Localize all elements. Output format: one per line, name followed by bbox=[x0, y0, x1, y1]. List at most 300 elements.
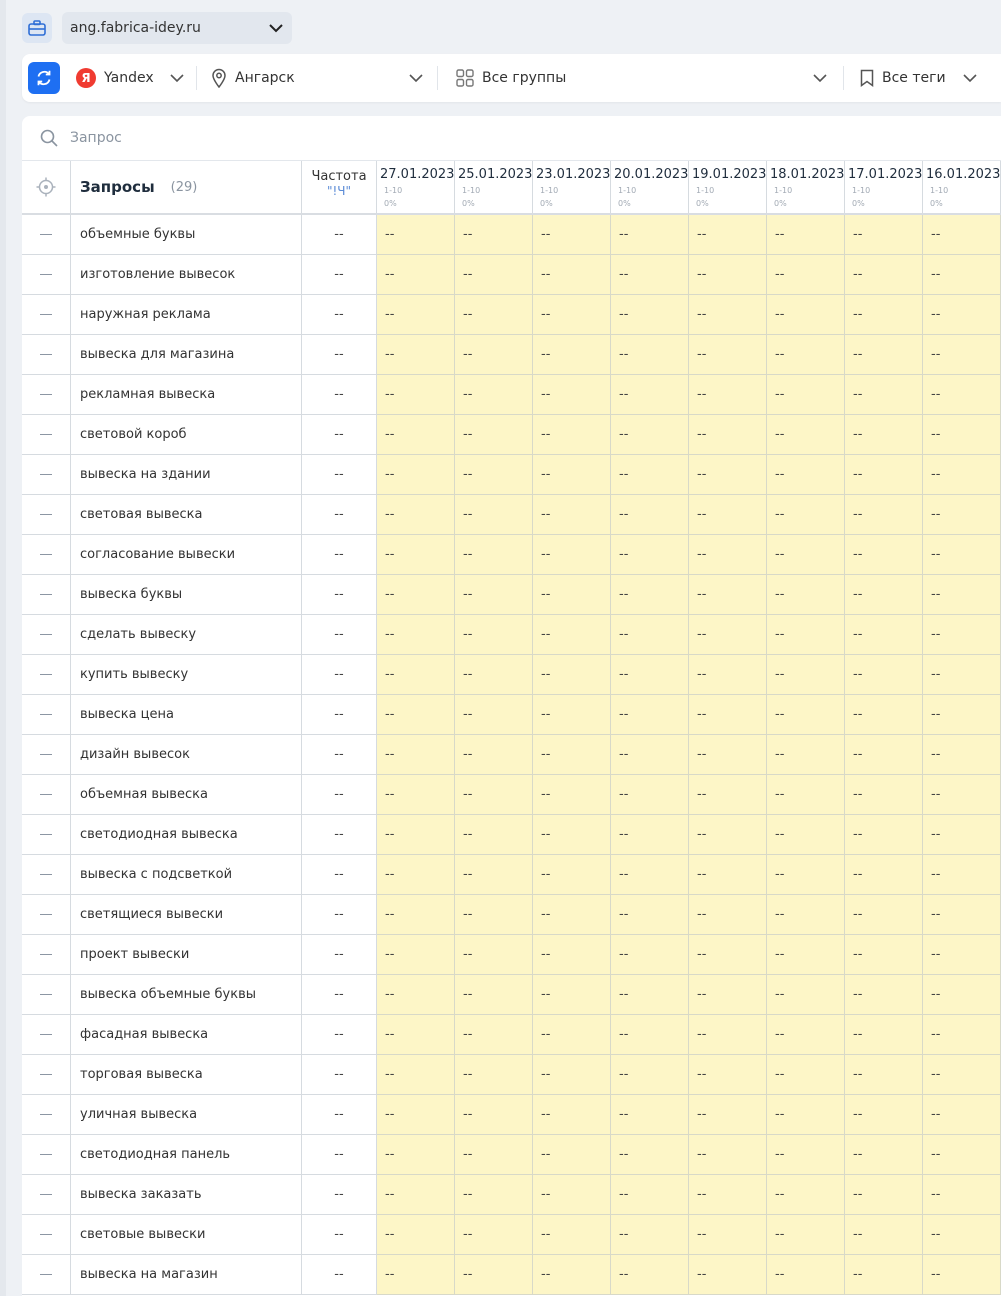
position-cell: -- bbox=[377, 1255, 455, 1295]
position-cell: -- bbox=[767, 1015, 845, 1055]
refresh-button[interactable] bbox=[28, 62, 60, 94]
position-cell: -- bbox=[533, 1255, 611, 1295]
row-status-cell bbox=[22, 815, 71, 855]
frequency-header-title: Частота bbox=[311, 169, 367, 184]
position-cell: -- bbox=[455, 215, 533, 255]
position-cell: -- bbox=[377, 815, 455, 855]
position-cell: -- bbox=[455, 975, 533, 1015]
query-cell[interactable]: светодиодная панель bbox=[71, 1135, 302, 1175]
position-cell: -- bbox=[533, 375, 611, 415]
chevron-down-icon bbox=[409, 74, 423, 83]
position-cell: -- bbox=[533, 575, 611, 615]
tags-select[interactable] bbox=[844, 54, 981, 102]
position-cell: -- bbox=[923, 215, 1001, 255]
query-cell[interactable]: дизайн вывесок bbox=[71, 735, 302, 775]
position-cell: -- bbox=[611, 495, 689, 535]
frequency-cell: -- bbox=[302, 815, 377, 855]
position-cell: -- bbox=[689, 815, 767, 855]
position-cell: -- bbox=[455, 375, 533, 415]
table-row bbox=[22, 255, 1001, 295]
position-cell: -- bbox=[923, 335, 1001, 375]
dash-icon bbox=[40, 1074, 52, 1075]
query-cell[interactable]: объемная вывеска bbox=[71, 775, 302, 815]
table-row bbox=[22, 495, 1001, 535]
date-column-header[interactable] bbox=[845, 161, 923, 213]
position-cell: -- bbox=[455, 1015, 533, 1055]
date-column-header[interactable] bbox=[533, 161, 611, 213]
position-cell: -- bbox=[845, 415, 923, 455]
dash-icon bbox=[40, 1234, 52, 1235]
briefcase-icon[interactable] bbox=[22, 13, 52, 43]
position-cell: -- bbox=[611, 935, 689, 975]
position-cell: -- bbox=[455, 775, 533, 815]
query-cell[interactable]: уличная вывеска bbox=[71, 1095, 302, 1135]
position-cell: -- bbox=[845, 1175, 923, 1215]
position-cell: -- bbox=[845, 655, 923, 695]
position-cell: -- bbox=[377, 295, 455, 335]
query-cell[interactable]: купить вывеску bbox=[71, 655, 302, 695]
row-status-cell bbox=[22, 375, 71, 415]
query-cell[interactable]: светящиеся вывески bbox=[71, 895, 302, 935]
date-percent-label: 0% bbox=[852, 199, 865, 208]
query-cell[interactable]: изготовление вывесок bbox=[71, 255, 302, 295]
dash-icon bbox=[40, 514, 52, 515]
table-row bbox=[22, 1015, 1001, 1055]
position-cell: -- bbox=[533, 335, 611, 375]
dash-icon bbox=[40, 994, 52, 995]
position-cell: -- bbox=[533, 255, 611, 295]
row-status-cell bbox=[22, 1255, 71, 1295]
position-cell: -- bbox=[377, 935, 455, 975]
date-percent-label: 0% bbox=[930, 199, 943, 208]
table-row bbox=[22, 415, 1001, 455]
position-cell: -- bbox=[611, 775, 689, 815]
dash-icon bbox=[40, 1114, 52, 1115]
dash-icon bbox=[40, 1194, 52, 1195]
position-cell: -- bbox=[767, 215, 845, 255]
position-cell: -- bbox=[923, 455, 1001, 495]
query-cell[interactable]: наружная реклама bbox=[71, 295, 302, 335]
query-cell[interactable]: вывеска для магазина bbox=[71, 335, 302, 375]
position-cell: -- bbox=[767, 415, 845, 455]
dash-icon bbox=[40, 794, 52, 795]
dash-icon bbox=[40, 634, 52, 635]
table-row bbox=[22, 935, 1001, 975]
date-label: 20.01.2023 bbox=[614, 167, 689, 182]
queries-header[interactable] bbox=[71, 161, 302, 213]
query-cell[interactable]: проект вывески bbox=[71, 935, 302, 975]
query-cell[interactable]: световой короб bbox=[71, 415, 302, 455]
position-cell: -- bbox=[923, 535, 1001, 575]
dash-icon bbox=[40, 554, 52, 555]
site-select[interactable] bbox=[62, 12, 292, 44]
position-cell: -- bbox=[611, 855, 689, 895]
table-row bbox=[22, 1255, 1001, 1295]
position-cell: -- bbox=[377, 1215, 455, 1255]
frequency-cell: -- bbox=[302, 335, 377, 375]
row-status-cell bbox=[22, 1215, 71, 1255]
search-input[interactable] bbox=[68, 129, 472, 147]
date-column-header[interactable] bbox=[689, 161, 767, 213]
position-cell: -- bbox=[377, 255, 455, 295]
frequency-cell: -- bbox=[302, 535, 377, 575]
position-cell: -- bbox=[845, 1215, 923, 1255]
dash-icon bbox=[40, 714, 52, 715]
region-select[interactable] bbox=[197, 54, 437, 102]
search-icon bbox=[40, 129, 58, 147]
position-cell: -- bbox=[923, 1015, 1001, 1055]
position-cell: -- bbox=[689, 255, 767, 295]
position-cell: -- bbox=[377, 1015, 455, 1055]
position-cell: -- bbox=[845, 855, 923, 895]
position-cell: -- bbox=[767, 935, 845, 975]
table-row bbox=[22, 335, 1001, 375]
position-cell: -- bbox=[689, 615, 767, 655]
position-cell: -- bbox=[611, 335, 689, 375]
query-cell[interactable]: согласование вывески bbox=[71, 535, 302, 575]
date-label: 18.01.2023 bbox=[770, 167, 845, 182]
position-cell: -- bbox=[767, 855, 845, 895]
date-label: 25.01.2023 bbox=[458, 167, 533, 182]
table-row bbox=[22, 895, 1001, 935]
query-cell[interactable]: рекламная вывеска bbox=[71, 375, 302, 415]
location-pin-icon bbox=[211, 68, 227, 88]
frequency-cell: -- bbox=[302, 775, 377, 815]
row-status-cell bbox=[22, 415, 71, 455]
position-cell: -- bbox=[533, 695, 611, 735]
position-cell: -- bbox=[455, 1055, 533, 1095]
position-cell: -- bbox=[923, 695, 1001, 735]
date-range-label: 1-10 bbox=[462, 186, 481, 195]
position-cell: -- bbox=[611, 215, 689, 255]
frequency-cell: -- bbox=[302, 215, 377, 255]
row-status-cell bbox=[22, 575, 71, 615]
date-column-header[interactable] bbox=[767, 161, 845, 213]
position-cell: -- bbox=[689, 535, 767, 575]
position-cell: -- bbox=[845, 1255, 923, 1295]
frequency-cell: -- bbox=[302, 935, 377, 975]
date-range-label: 1-10 bbox=[540, 186, 559, 195]
row-status-cell bbox=[22, 855, 71, 895]
query-cell[interactable]: фасадная вывеска bbox=[71, 1015, 302, 1055]
position-cell: -- bbox=[533, 1095, 611, 1135]
position-cell: -- bbox=[455, 575, 533, 615]
position-cell: -- bbox=[533, 855, 611, 895]
position-cell: -- bbox=[377, 735, 455, 775]
frequency-cell: -- bbox=[302, 255, 377, 295]
position-cell: -- bbox=[455, 935, 533, 975]
table-row bbox=[22, 695, 1001, 735]
position-cell: -- bbox=[377, 575, 455, 615]
frequency-cell: -- bbox=[302, 415, 377, 455]
position-cell: -- bbox=[767, 1135, 845, 1175]
frequency-cell: -- bbox=[302, 575, 377, 615]
chevron-down-icon bbox=[813, 74, 827, 83]
date-range-label: 1-10 bbox=[384, 186, 403, 195]
dash-icon bbox=[40, 954, 52, 955]
position-cell: -- bbox=[611, 415, 689, 455]
position-cell: -- bbox=[689, 695, 767, 735]
table-row bbox=[22, 1175, 1001, 1215]
position-cell: -- bbox=[377, 1135, 455, 1175]
date-column-header[interactable] bbox=[377, 161, 455, 213]
row-status-cell bbox=[22, 295, 71, 335]
date-label: 19.01.2023 bbox=[692, 167, 767, 182]
date-range-label: 1-10 bbox=[930, 186, 949, 195]
frequency-cell: -- bbox=[302, 975, 377, 1015]
position-cell: -- bbox=[689, 655, 767, 695]
position-cell: -- bbox=[533, 735, 611, 775]
frequency-cell: -- bbox=[302, 1215, 377, 1255]
table-row bbox=[22, 1215, 1001, 1255]
date-range-label: 1-10 bbox=[774, 186, 793, 195]
position-cell: -- bbox=[455, 255, 533, 295]
position-cell: -- bbox=[767, 455, 845, 495]
position-cell: -- bbox=[533, 295, 611, 335]
grid-icon bbox=[456, 69, 474, 87]
table-header bbox=[22, 161, 1001, 215]
search-engine-select[interactable] bbox=[60, 54, 196, 102]
table-row bbox=[22, 615, 1001, 655]
position-cell: -- bbox=[611, 615, 689, 655]
position-cell: -- bbox=[533, 215, 611, 255]
position-cell: -- bbox=[533, 1135, 611, 1175]
position-cell: -- bbox=[845, 735, 923, 775]
row-status-cell bbox=[22, 1095, 71, 1135]
yandex-logo-icon: Я bbox=[76, 68, 96, 88]
position-cell: -- bbox=[455, 695, 533, 735]
position-cell: -- bbox=[611, 255, 689, 295]
position-cell: -- bbox=[377, 455, 455, 495]
position-cell: -- bbox=[689, 335, 767, 375]
bookmark-icon bbox=[860, 69, 874, 87]
position-cell: -- bbox=[923, 855, 1001, 895]
query-cell[interactable]: светодиодная вывеска bbox=[71, 815, 302, 855]
row-status-cell bbox=[22, 1055, 71, 1095]
crosshair-icon[interactable] bbox=[36, 177, 56, 197]
position-cell: -- bbox=[767, 575, 845, 615]
row-status-cell bbox=[22, 215, 71, 255]
position-cell: -- bbox=[845, 695, 923, 735]
position-cell: -- bbox=[377, 615, 455, 655]
dash-icon bbox=[40, 394, 52, 395]
row-status-cell bbox=[22, 1135, 71, 1175]
query-cell[interactable]: световые вывески bbox=[71, 1215, 302, 1255]
dash-icon bbox=[40, 1274, 52, 1275]
date-percent-label: 0% bbox=[540, 199, 553, 208]
frequency-cell: -- bbox=[302, 1095, 377, 1135]
table-row bbox=[22, 815, 1001, 855]
table-row bbox=[22, 535, 1001, 575]
query-cell[interactable]: вывеска объемные буквы bbox=[71, 975, 302, 1015]
position-cell: -- bbox=[455, 655, 533, 695]
position-cell: -- bbox=[611, 535, 689, 575]
dash-icon bbox=[40, 834, 52, 835]
row-status-cell bbox=[22, 455, 71, 495]
dash-icon bbox=[40, 754, 52, 755]
position-cell: -- bbox=[689, 855, 767, 895]
target-header-cell bbox=[22, 161, 71, 213]
frequency-cell: -- bbox=[302, 1255, 377, 1295]
position-cell: -- bbox=[689, 775, 767, 815]
position-cell: -- bbox=[689, 975, 767, 1015]
position-cell: -- bbox=[767, 255, 845, 295]
row-status-cell bbox=[22, 975, 71, 1015]
query-cell[interactable]: вывеска на магазин bbox=[71, 1255, 302, 1295]
position-cell: -- bbox=[923, 615, 1001, 655]
position-cell: -- bbox=[611, 895, 689, 935]
query-cell[interactable]: вывеска на здании bbox=[71, 455, 302, 495]
position-cell: -- bbox=[611, 975, 689, 1015]
tags-label: Все теги bbox=[882, 70, 946, 86]
position-cell: -- bbox=[767, 735, 845, 775]
row-status-cell bbox=[22, 735, 71, 775]
table-row bbox=[22, 1135, 1001, 1175]
position-cell: -- bbox=[611, 1055, 689, 1095]
chevron-down-icon bbox=[268, 23, 284, 33]
position-cell: -- bbox=[611, 375, 689, 415]
position-cell: -- bbox=[923, 735, 1001, 775]
position-cell: -- bbox=[689, 895, 767, 935]
frequency-cell: -- bbox=[302, 895, 377, 935]
position-cell: -- bbox=[455, 415, 533, 455]
position-cell: -- bbox=[689, 415, 767, 455]
table-row bbox=[22, 375, 1001, 415]
position-cell: -- bbox=[845, 895, 923, 935]
position-cell: -- bbox=[533, 535, 611, 575]
date-label: 27.01.2023 bbox=[380, 167, 455, 182]
dash-icon bbox=[40, 234, 52, 235]
position-cell: -- bbox=[611, 1175, 689, 1215]
position-cell: -- bbox=[689, 1175, 767, 1215]
position-cell: -- bbox=[923, 575, 1001, 615]
date-column-header[interactable] bbox=[455, 161, 533, 213]
position-cell: -- bbox=[455, 855, 533, 895]
position-cell: -- bbox=[533, 495, 611, 535]
position-cell: -- bbox=[455, 495, 533, 535]
position-cell: -- bbox=[923, 895, 1001, 935]
position-cell: -- bbox=[767, 295, 845, 335]
position-cell: -- bbox=[533, 935, 611, 975]
position-cell: -- bbox=[377, 1175, 455, 1215]
position-cell: -- bbox=[611, 1095, 689, 1135]
position-cell: -- bbox=[377, 535, 455, 575]
frequency-cell: -- bbox=[302, 1015, 377, 1055]
date-column-header[interactable] bbox=[923, 161, 1001, 213]
date-range-label: 1-10 bbox=[852, 186, 871, 195]
position-cell: -- bbox=[611, 1255, 689, 1295]
query-cell[interactable]: вывеска цена bbox=[71, 695, 302, 735]
query-cell[interactable]: вывеска буквы bbox=[71, 575, 302, 615]
position-cell: -- bbox=[455, 1215, 533, 1255]
position-cell: -- bbox=[689, 1255, 767, 1295]
position-cell: -- bbox=[455, 295, 533, 335]
position-cell: -- bbox=[455, 1095, 533, 1135]
position-cell: -- bbox=[845, 215, 923, 255]
row-status-cell bbox=[22, 655, 71, 695]
position-cell: -- bbox=[377, 695, 455, 735]
position-cell: -- bbox=[377, 975, 455, 1015]
date-percent-label: 0% bbox=[696, 199, 709, 208]
groups-label: Все группы bbox=[482, 70, 567, 86]
date-percent-label: 0% bbox=[384, 199, 397, 208]
position-cell: -- bbox=[767, 1095, 845, 1135]
position-cell: -- bbox=[455, 895, 533, 935]
position-cell: -- bbox=[611, 655, 689, 695]
row-status-cell bbox=[22, 1175, 71, 1215]
position-cell: -- bbox=[845, 335, 923, 375]
position-cell: -- bbox=[767, 655, 845, 695]
chevron-down-icon bbox=[963, 74, 977, 83]
position-cell: -- bbox=[923, 935, 1001, 975]
date-range-label: 1-10 bbox=[618, 186, 637, 195]
table-row bbox=[22, 215, 1001, 255]
position-cell: -- bbox=[533, 615, 611, 655]
position-cell: -- bbox=[533, 455, 611, 495]
region-label: Ангарск bbox=[235, 70, 295, 86]
position-cell: -- bbox=[455, 815, 533, 855]
query-cell[interactable]: световая вывеска bbox=[71, 495, 302, 535]
project-bar bbox=[22, 12, 292, 44]
frequency-header[interactable] bbox=[302, 161, 377, 213]
row-status-cell bbox=[22, 695, 71, 735]
position-cell: -- bbox=[845, 775, 923, 815]
position-cell: -- bbox=[923, 1255, 1001, 1295]
frequency-cell: -- bbox=[302, 735, 377, 775]
row-status-cell bbox=[22, 935, 71, 975]
position-cell: -- bbox=[689, 575, 767, 615]
position-cell: -- bbox=[455, 1135, 533, 1175]
position-cell: -- bbox=[767, 695, 845, 735]
position-cell: -- bbox=[767, 1055, 845, 1095]
position-cell: -- bbox=[533, 655, 611, 695]
position-cell: -- bbox=[377, 495, 455, 535]
position-cell: -- bbox=[845, 975, 923, 1015]
dash-icon bbox=[40, 874, 52, 875]
date-column-header[interactable] bbox=[611, 161, 689, 213]
position-cell: -- bbox=[689, 935, 767, 975]
position-cell: -- bbox=[767, 615, 845, 655]
refresh-icon bbox=[35, 69, 53, 87]
dash-icon bbox=[40, 1034, 52, 1035]
position-cell: -- bbox=[923, 1135, 1001, 1175]
query-cell[interactable]: вывеска с подсветкой bbox=[71, 855, 302, 895]
position-cell: -- bbox=[455, 535, 533, 575]
date-percent-label: 0% bbox=[618, 199, 631, 208]
position-cell: -- bbox=[377, 855, 455, 895]
frequency-cell: -- bbox=[302, 295, 377, 335]
position-cell: -- bbox=[845, 1095, 923, 1135]
query-cell[interactable]: сделать вывеску bbox=[71, 615, 302, 655]
frequency-cell: -- bbox=[302, 855, 377, 895]
table-row bbox=[22, 1055, 1001, 1095]
position-cell: -- bbox=[533, 1015, 611, 1055]
position-cell: -- bbox=[533, 415, 611, 455]
position-cell: -- bbox=[533, 1055, 611, 1095]
queries-panel bbox=[22, 116, 1001, 1296]
query-cell[interactable]: торговая вывеска bbox=[71, 1055, 302, 1095]
position-cell: -- bbox=[689, 1095, 767, 1135]
position-cell: -- bbox=[923, 975, 1001, 1015]
groups-select[interactable] bbox=[438, 54, 843, 102]
date-label: 16.01.2023 bbox=[926, 167, 1001, 182]
query-cell[interactable]: вывеска заказать bbox=[71, 1175, 302, 1215]
query-cell[interactable]: объемные буквы bbox=[71, 215, 302, 255]
row-status-cell bbox=[22, 535, 71, 575]
position-cell: -- bbox=[923, 775, 1001, 815]
position-cell: -- bbox=[611, 735, 689, 775]
position-cell: -- bbox=[767, 975, 845, 1015]
